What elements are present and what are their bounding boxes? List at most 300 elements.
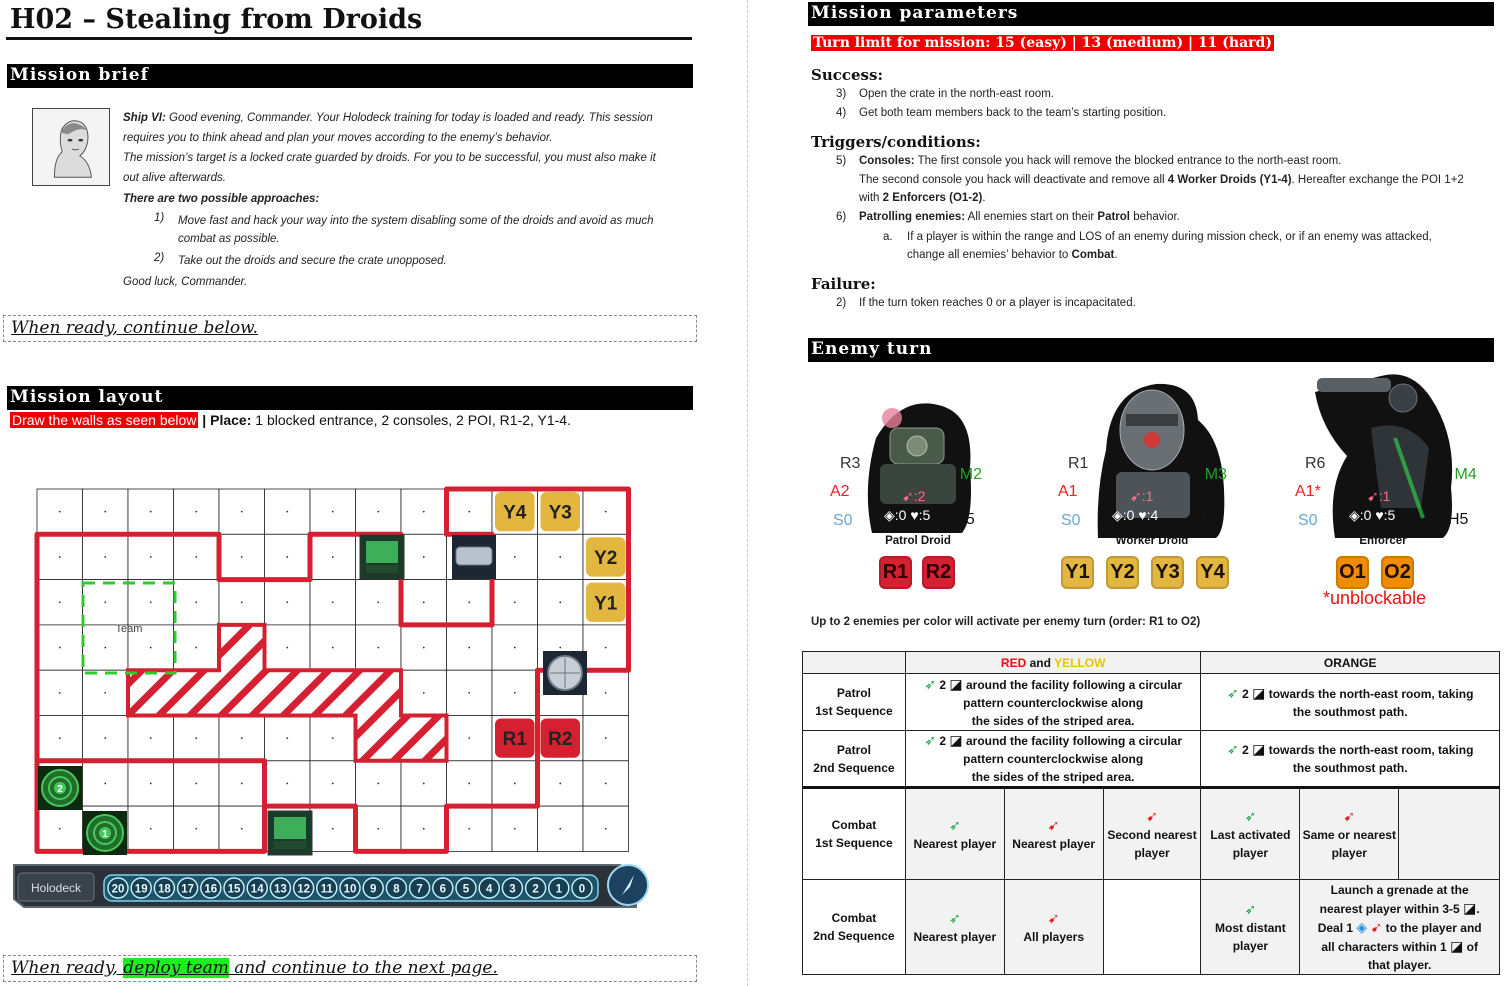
page-title: H02 – Stealing from Droids bbox=[10, 4, 423, 35]
trigger-5-text-c2: . bbox=[982, 192, 986, 204]
combat-1-cell-2 bbox=[1004, 788, 1103, 880]
holodeck-label: Holodeck bbox=[30, 881, 82, 895]
grid-dot bbox=[150, 647, 152, 649]
grid-dot bbox=[377, 783, 379, 785]
trigger-6a-combat: Combat bbox=[1071, 249, 1115, 261]
trigger-6-text-a1: All enemies start on their bbox=[965, 211, 1098, 223]
grid-dot bbox=[150, 511, 152, 513]
track-number: 8 bbox=[393, 883, 400, 896]
track-number: 19 bbox=[134, 883, 148, 896]
figure-attack-overlay: ➹:1 bbox=[1367, 488, 1391, 504]
grid-dot bbox=[59, 692, 61, 694]
grid-dot bbox=[468, 828, 470, 830]
grid-dot bbox=[423, 828, 425, 830]
track-number: 0 bbox=[578, 883, 586, 896]
track-number: 7 bbox=[416, 883, 423, 896]
cell-text: around the facility following a circular bbox=[962, 734, 1183, 748]
patrol-1-red-yellow bbox=[905, 674, 1201, 731]
grid-dot bbox=[468, 692, 470, 694]
grid-dot bbox=[150, 556, 152, 558]
grid-dot bbox=[241, 556, 243, 558]
move-arrow-icon: ➶ bbox=[948, 909, 961, 926]
success-1-number: 3) bbox=[836, 88, 847, 100]
cell-text: 2 bbox=[939, 734, 950, 748]
board-svg bbox=[10, 455, 658, 912]
grid-dot bbox=[605, 737, 607, 739]
grid-dot bbox=[423, 556, 425, 558]
blocked-entrance-icon bbox=[452, 535, 496, 579]
trigger-5-line-a bbox=[859, 155, 1341, 167]
table-row bbox=[803, 880, 1500, 975]
place-list: 1 blocked entrance, 2 consoles, 2 POI, R1-2, Y1-4. bbox=[251, 412, 571, 428]
brief-text-1: Good evening, Commander. Your Holodeck training for today is loaded and ready. This session bbox=[165, 112, 653, 124]
grid-dot bbox=[150, 737, 152, 739]
figure-stats-overlay: ◈:0 ♥:5 bbox=[1349, 507, 1396, 523]
attack-icon: ➹ bbox=[1146, 807, 1158, 824]
figure-stats-overlay: ◈:0 ♥:5 bbox=[884, 507, 931, 523]
shield-stat: S0 bbox=[833, 512, 853, 529]
grid-dot bbox=[605, 647, 607, 649]
combat-1-cell-6 bbox=[1399, 788, 1500, 880]
grid-dot bbox=[195, 601, 197, 603]
grid-dot bbox=[423, 783, 425, 785]
cell-text: all characters within 1 bbox=[1321, 939, 1447, 954]
table-row bbox=[803, 731, 1500, 788]
cell-text: pattern counterclockwise along bbox=[963, 695, 1144, 710]
grid-dot bbox=[286, 783, 288, 785]
trigger-6a-line-2 bbox=[907, 249, 1118, 261]
enemy-token: Y1 bbox=[1061, 556, 1094, 589]
grid-dot bbox=[104, 783, 106, 785]
grid-dot bbox=[104, 601, 106, 603]
title-rule bbox=[6, 37, 692, 40]
track-number: 15 bbox=[227, 883, 241, 896]
cell-text: Second nearest player bbox=[1107, 827, 1197, 860]
grid-dot bbox=[514, 692, 516, 694]
patrol-1st-sequence-label bbox=[803, 674, 906, 731]
grid-dot bbox=[286, 556, 288, 558]
grid-dot bbox=[195, 828, 197, 830]
poi-1-icon bbox=[83, 811, 127, 855]
combat-1-cell-1 bbox=[905, 788, 1004, 880]
range-stat: R1 bbox=[1068, 455, 1089, 472]
combat-2-cell-1 bbox=[905, 880, 1004, 975]
left-page bbox=[0, 0, 745, 986]
combat-1-cell-3 bbox=[1103, 788, 1201, 880]
track-number: 1 bbox=[555, 883, 563, 896]
grid-dot bbox=[423, 647, 425, 649]
grid-dot bbox=[468, 647, 470, 649]
move-arrow-icon: ➶ bbox=[1244, 900, 1257, 917]
row-label-a: Combat bbox=[831, 911, 877, 925]
health-stat: H5 bbox=[1448, 511, 1469, 528]
trigger-5-text-b2: . Hereafter exchange the POI 1+2 bbox=[1291, 174, 1464, 186]
grid-dot bbox=[377, 828, 379, 830]
trigger-5-workers: 4 Worker Droids (Y1-4) bbox=[1167, 174, 1292, 186]
token-label: R1 bbox=[502, 729, 527, 751]
health-stat: H5 bbox=[954, 511, 975, 528]
track-number: 13 bbox=[274, 883, 287, 896]
row-label-b: 1st Sequence bbox=[815, 704, 893, 718]
combat-2-cell-3 bbox=[1103, 880, 1201, 975]
grid-dot bbox=[241, 783, 243, 785]
brief-option-2-number: 2) bbox=[154, 252, 165, 264]
tile-square-icon: ◪ bbox=[1252, 684, 1266, 701]
deploy-team-highlight: deploy team bbox=[123, 958, 229, 978]
patrol-2-red-yellow bbox=[905, 731, 1201, 788]
grid-dot bbox=[605, 828, 607, 830]
combat-2nd-sequence-label bbox=[803, 880, 906, 975]
failure-number: 2) bbox=[836, 297, 847, 309]
cell-text: pattern counterclockwise along bbox=[963, 752, 1144, 766]
grid-dot bbox=[468, 783, 470, 785]
droid-token bbox=[495, 492, 535, 531]
poi-1-label: 1 bbox=[102, 829, 108, 840]
trigger-6-text-a2: behavior. bbox=[1130, 211, 1180, 223]
cell-text: Nearest player bbox=[913, 929, 997, 944]
grid-dot bbox=[195, 647, 197, 649]
tile-square-icon: ◪ bbox=[1450, 937, 1464, 954]
shield-icon: ◈ bbox=[1356, 918, 1368, 935]
move-arrow-icon: ➶ bbox=[948, 816, 961, 833]
trigger-5-number: 5) bbox=[836, 155, 847, 167]
track-number: 20 bbox=[111, 883, 125, 896]
move-arrow-icon: ➶ bbox=[1227, 684, 1239, 701]
cell-text: Nearest player bbox=[1012, 836, 1096, 851]
brief-speaker: Ship VI: bbox=[123, 112, 166, 124]
enemy-name: Enforcer bbox=[1359, 535, 1407, 547]
tile-square-icon: ◪ bbox=[1463, 899, 1477, 916]
attack-icon: ➹ bbox=[1343, 807, 1356, 824]
track-number: 3 bbox=[509, 883, 516, 896]
grid-dot bbox=[332, 511, 334, 513]
track-number: 9 bbox=[369, 883, 377, 896]
failure-text: If the turn token reaches 0 or a player is incapacitated. bbox=[859, 297, 1136, 309]
poi-2-label: 2 bbox=[57, 784, 63, 795]
orange-header: ORANGE bbox=[1201, 652, 1500, 674]
grid-dot bbox=[423, 601, 425, 603]
grid-dot bbox=[332, 647, 334, 649]
success-heading: Success: bbox=[811, 66, 883, 84]
grid-dot bbox=[104, 692, 106, 694]
failure-heading: Failure: bbox=[811, 275, 876, 293]
range-stat: R3 bbox=[840, 455, 861, 472]
enemy-token: Y4 bbox=[1196, 556, 1229, 589]
row-label-a: Combat bbox=[831, 818, 877, 832]
track-number: 6 bbox=[439, 883, 447, 896]
droid-token bbox=[541, 492, 581, 531]
grid-dot bbox=[332, 556, 334, 558]
row-label-a: Patrol bbox=[836, 686, 871, 700]
grid-dot bbox=[286, 511, 288, 513]
track-number: 16 bbox=[204, 883, 218, 896]
track-number: 17 bbox=[181, 883, 194, 896]
grid-dot bbox=[377, 647, 379, 649]
track-number: 4 bbox=[485, 883, 493, 896]
layout-separator: | bbox=[198, 412, 211, 428]
continue-prompt-2 bbox=[3, 955, 697, 982]
combat-1st-sequence-label bbox=[803, 788, 906, 880]
grid-dot bbox=[59, 601, 61, 603]
team-zone-label: Team bbox=[115, 623, 143, 635]
layout-instructions bbox=[10, 412, 571, 428]
success-1: Open the crate in the north-east room. bbox=[859, 88, 1054, 100]
grid-dot bbox=[605, 783, 607, 785]
droid-token bbox=[586, 583, 626, 622]
enemy-name: Worker Droid bbox=[1115, 535, 1189, 547]
trigger-5-text-a: The first console you hack will remove the blocked entrance to the north-east room. bbox=[914, 155, 1342, 167]
enemy-token: Y2 bbox=[1106, 556, 1139, 589]
triggers-heading: Triggers/conditions: bbox=[811, 133, 981, 151]
row-label-b: 2nd Sequence bbox=[813, 929, 895, 943]
track-number: 11 bbox=[320, 883, 333, 896]
grid-dot bbox=[423, 692, 425, 694]
combat-2-grenade: Launch a grenade at the nearest player within 3-5 ◪. Deal 1 ◈ ➹ to the player and all characters within 1 ◪ of that player. bbox=[1300, 880, 1500, 975]
trigger-5-enforcers: 2 Enforcers (O1-2) bbox=[882, 192, 983, 204]
move-stat: M2 bbox=[959, 466, 982, 483]
cell-text: 2 bbox=[1242, 743, 1253, 757]
brief-line-2: requires you to think ahead and plan your moves according to the enemy’s behavior. bbox=[123, 132, 553, 144]
token-label: Y2 bbox=[594, 547, 618, 569]
enemy-token: R2 bbox=[922, 556, 955, 589]
mission-brief-heading: Mission brief bbox=[7, 64, 693, 88]
cell-text: the sides of the striped area. bbox=[971, 713, 1135, 728]
brief-line-1 bbox=[123, 109, 653, 129]
holodeck-turn-track bbox=[14, 865, 648, 907]
tile-square-icon: ◪ bbox=[1252, 741, 1266, 757]
cell-text: the sides of the striped area. bbox=[971, 770, 1135, 784]
trigger-5-label: Consoles: bbox=[859, 155, 915, 167]
grid-dot bbox=[104, 556, 106, 558]
table-row bbox=[803, 788, 1500, 880]
combat-2-cell-4 bbox=[1201, 880, 1300, 975]
row-label-b: 2nd Sequence bbox=[813, 760, 895, 775]
cell-text: the southmost path. bbox=[1292, 704, 1408, 719]
grid-dot bbox=[468, 511, 470, 513]
droid-token bbox=[495, 719, 535, 758]
grid-dot bbox=[559, 556, 561, 558]
grid-dot bbox=[59, 556, 61, 558]
trigger-5-line-c bbox=[859, 192, 986, 204]
tile-square-icon: ◪ bbox=[949, 675, 963, 692]
cell-text: Deal 1 bbox=[1317, 920, 1354, 935]
enemy-name: Patrol Droid bbox=[885, 535, 951, 547]
brief-option-2: Take out the droids and secure the crate unopposed. bbox=[178, 255, 447, 267]
trigger-5-text-c1: with bbox=[859, 192, 883, 204]
table-header-row bbox=[803, 652, 1500, 674]
cell-text: that player. bbox=[1367, 957, 1432, 972]
move-arrow-icon: ➶ bbox=[1244, 807, 1257, 824]
track-number: 12 bbox=[297, 883, 310, 896]
health-stat: H4 bbox=[1198, 511, 1220, 528]
grid-dot bbox=[59, 737, 61, 739]
combat-2-cell-2 bbox=[1004, 880, 1103, 975]
table-corner bbox=[803, 652, 906, 674]
cell-text: towards the north-east room, taking bbox=[1265, 686, 1474, 701]
grid-dot bbox=[195, 783, 197, 785]
trigger-6-line bbox=[859, 211, 1180, 223]
page-divider bbox=[747, 0, 748, 986]
cell-text: Nearest player bbox=[913, 836, 997, 851]
grid-dot bbox=[559, 601, 561, 603]
token-label: R2 bbox=[548, 729, 573, 751]
figure-attack-overlay: ➹:2 bbox=[902, 488, 926, 504]
trigger-6a-text: change all enemies’ behavior to bbox=[907, 249, 1072, 261]
grid-dot bbox=[241, 828, 243, 830]
success-2-number: 4) bbox=[836, 107, 847, 119]
grid-dot bbox=[59, 647, 61, 649]
activation-note: Up to 2 enemies per color will activate per enemy turn (order: R1 to O2) bbox=[811, 616, 1201, 628]
grid-dot bbox=[241, 737, 243, 739]
trigger-6-label: Patrolling enemies: bbox=[859, 211, 966, 223]
brief-line-3: The mission’s target is a locked crate guarded by droids. For you to be successful, you must also make it bbox=[123, 152, 656, 164]
enemy-token: O1 bbox=[1336, 556, 1369, 589]
enemy-turn-heading: Enemy turn bbox=[808, 338, 1494, 362]
track-number: 5 bbox=[462, 883, 470, 896]
grid-dot bbox=[150, 828, 152, 830]
move-stat: M3 bbox=[1204, 466, 1227, 483]
patrol-2nd-sequence-label bbox=[803, 731, 906, 788]
grid-dot bbox=[332, 601, 334, 603]
yellow-label: YELLOW bbox=[1054, 655, 1106, 670]
cell-text: nearest player within 3-5 bbox=[1319, 901, 1460, 916]
token-label: Y1 bbox=[594, 593, 618, 615]
table-row bbox=[803, 674, 1500, 731]
trigger-6-patrol: Patrol bbox=[1097, 211, 1130, 223]
cell-text: of bbox=[1466, 939, 1478, 954]
track-number: 18 bbox=[158, 883, 171, 896]
draw-walls-highlight: Draw the walls as seen below bbox=[12, 412, 197, 428]
move-arrow-icon: ➶ bbox=[924, 675, 937, 692]
attack-stat: A2 bbox=[830, 483, 850, 500]
attack-stat: A1* bbox=[1295, 483, 1321, 500]
trigger-6a-line-1: If a player is within the range and LOS of an enemy during mission check, or if an enemy was attacked, bbox=[907, 231, 1432, 243]
grid-dot bbox=[559, 783, 561, 785]
cell-text: 2 bbox=[939, 677, 950, 692]
trigger-5-line-b bbox=[859, 174, 1464, 186]
console-icon bbox=[268, 811, 312, 855]
grid-dot bbox=[559, 647, 561, 649]
trigger-6-number: 6) bbox=[836, 211, 847, 223]
grid-dot bbox=[377, 511, 379, 513]
patrol-2-orange bbox=[1201, 731, 1500, 788]
grid-dot bbox=[468, 601, 470, 603]
mission-board bbox=[10, 455, 658, 912]
grid-dot bbox=[150, 783, 152, 785]
shield-stat: S0 bbox=[1298, 512, 1318, 529]
cell-text: Same or nearest player bbox=[1302, 827, 1396, 860]
enemy-token: Y3 bbox=[1151, 556, 1184, 589]
brief-option-1b: combat as possible. bbox=[178, 233, 280, 245]
grid-dot bbox=[468, 737, 470, 739]
grid-dot bbox=[59, 828, 61, 830]
grid-dot bbox=[514, 647, 516, 649]
enemy-token: O2 bbox=[1381, 556, 1414, 589]
grid-dot bbox=[104, 737, 106, 739]
grid-dot bbox=[59, 511, 61, 513]
grid-dot bbox=[605, 511, 607, 513]
enemy-turn-table bbox=[802, 651, 1500, 975]
grid-dot bbox=[377, 601, 379, 603]
shield-stat: S0 bbox=[1061, 512, 1081, 529]
mission-parameters-heading: Mission parameters bbox=[808, 2, 1494, 26]
grid-dot bbox=[241, 601, 243, 603]
trigger-6a-end: . bbox=[1114, 249, 1118, 261]
cell-text: 2 bbox=[1242, 686, 1253, 701]
cell-text: towards the north-east room, taking bbox=[1265, 743, 1474, 757]
grid-dot bbox=[104, 647, 106, 649]
cell-text: to the player and bbox=[1385, 920, 1482, 935]
mission-layout-heading: Mission layout bbox=[7, 386, 693, 410]
grid-dot bbox=[514, 783, 516, 785]
figure-attack-overlay: ➹:1 bbox=[1130, 488, 1154, 504]
grid-dot bbox=[332, 783, 334, 785]
cell-text: All players bbox=[1023, 929, 1085, 944]
continue-prompt-1: When ready, continue below. bbox=[3, 315, 697, 342]
brief-option-1-number: 1) bbox=[154, 212, 165, 224]
place-label: Place: bbox=[210, 412, 252, 428]
grid-dot bbox=[241, 511, 243, 513]
tile-square-icon: ◪ bbox=[949, 732, 963, 748]
and-label: and bbox=[1026, 655, 1055, 670]
grid-dot bbox=[195, 737, 197, 739]
move-arrow-icon: ➶ bbox=[924, 732, 937, 748]
turn-limit: Turn limit for mission: 15 (easy) | 13 (medium) | 11 (hard) bbox=[813, 35, 1272, 51]
crate-icon bbox=[543, 651, 587, 695]
trigger-5-text-b1: The second console you hack will deactivate and remove all bbox=[859, 174, 1168, 186]
droid-token bbox=[541, 719, 581, 758]
grid-dot bbox=[332, 828, 334, 830]
track-number: 2 bbox=[532, 883, 539, 896]
grid-dot bbox=[195, 556, 197, 558]
grid-dot bbox=[514, 556, 516, 558]
grid-dot bbox=[150, 601, 152, 603]
console-icon bbox=[360, 535, 404, 579]
brief-line-4: out alive afterwards. bbox=[123, 172, 226, 184]
success-2: Get both team members back to the team’s starting position. bbox=[859, 107, 1167, 119]
patrol-1-orange bbox=[1201, 674, 1500, 731]
turn-track-numbers bbox=[108, 878, 592, 898]
move-stat: M4 bbox=[1454, 466, 1477, 483]
cta2-text-b: and continue to the next page. bbox=[228, 958, 498, 978]
range-stat: R6 bbox=[1305, 455, 1326, 472]
token-label: Y3 bbox=[548, 502, 572, 524]
brief-signoff: Good luck, Commander. bbox=[123, 276, 248, 288]
grid-dot bbox=[514, 601, 516, 603]
grid-dot bbox=[605, 692, 607, 694]
cell-text: Last activated player bbox=[1210, 827, 1291, 860]
attack-stat: A1 bbox=[1058, 483, 1078, 500]
commander-portrait-icon bbox=[32, 108, 110, 186]
grid-dot bbox=[286, 601, 288, 603]
attack-icon: ➹ bbox=[1047, 816, 1060, 833]
poi-2-icon bbox=[38, 766, 82, 810]
enemy-token: R1 bbox=[879, 556, 912, 589]
grid-dot bbox=[559, 828, 561, 830]
grid-dot bbox=[286, 647, 288, 649]
droid-token bbox=[586, 537, 626, 576]
move-arrow-icon: ➶ bbox=[1227, 741, 1239, 757]
combat-1-cell-5 bbox=[1300, 788, 1399, 880]
row-label-b: 1st Sequence bbox=[815, 836, 893, 850]
unblockable-note: *unblockable bbox=[1323, 588, 1427, 608]
cta2-text-a: When ready, bbox=[11, 958, 124, 978]
attack-icon: ➹ bbox=[1370, 918, 1383, 935]
grid-dot bbox=[423, 511, 425, 513]
grid-dot bbox=[332, 737, 334, 739]
cell-text: Launch a grenade at the bbox=[1330, 882, 1469, 897]
track-number: 10 bbox=[343, 883, 357, 896]
